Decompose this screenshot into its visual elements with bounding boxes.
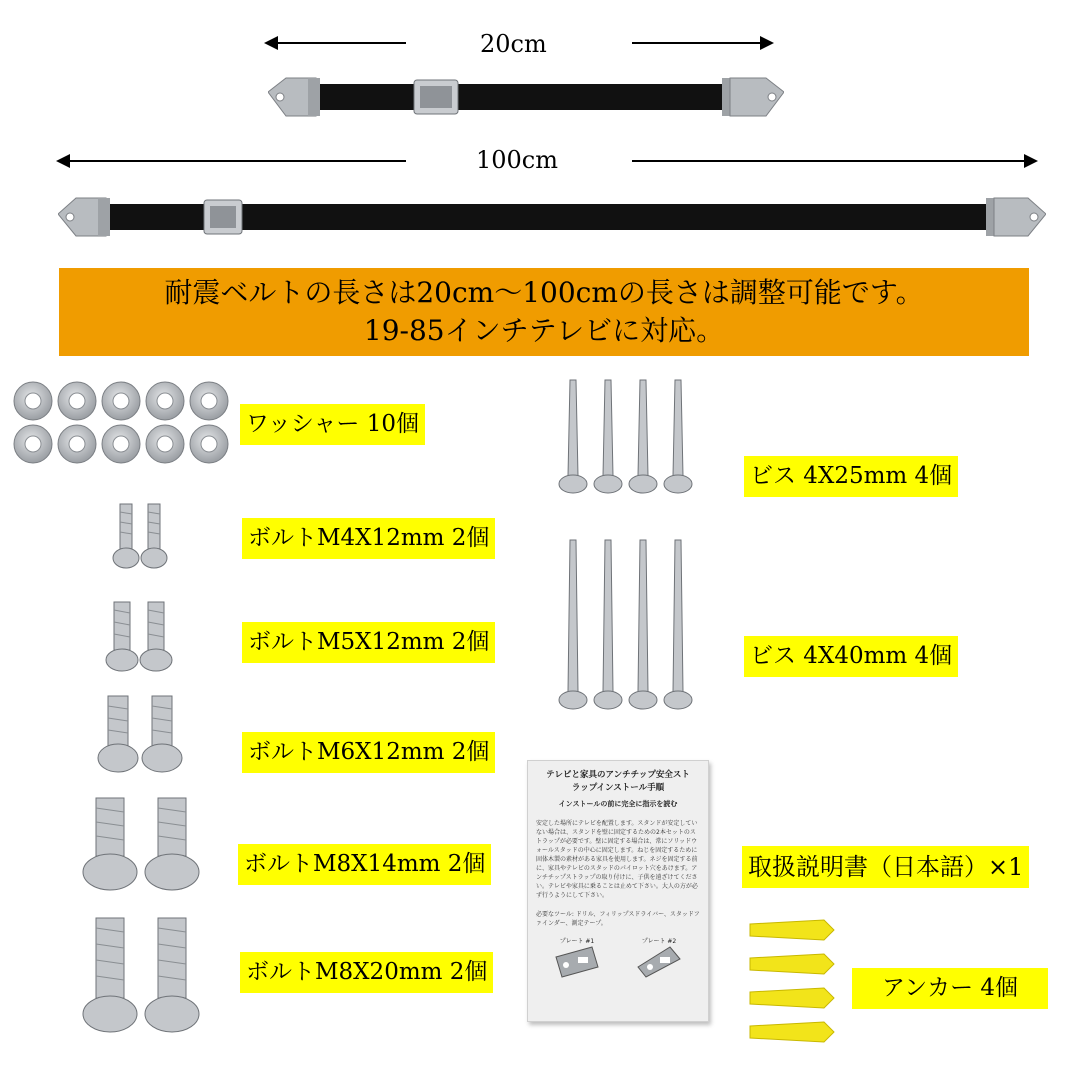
manual-label: 取扱説明書（日本語）×1 [742,846,1029,888]
plate-2-icon [634,945,684,979]
long-length-arrow-right [632,160,1036,162]
bolt-m5-image [104,600,180,674]
banner-line-2: 19-85インチテレビに対応。 [363,314,725,347]
booklet-title-1: テレビと家具のアンチチップ安全スト [546,770,690,780]
washers-image [10,380,238,466]
bolt-m8-14-label: ボルトM8X14mm 2個 [238,844,491,885]
bolt-m5-label: ボルトM5X12mm 2個 [242,622,495,663]
bolt-m8-20-label: ボルトM8X20mm 2個 [240,952,493,993]
anchors-image [744,916,840,1052]
short-length-arrow-right [632,42,772,44]
long-length-label: 100cm [476,146,559,174]
bolt-m6-label: ボルトM6X12mm 2個 [242,732,495,773]
plate-1-icon [552,945,602,979]
short-strap-image [268,70,784,130]
booklet-plate-1-label: プレート #1 [559,938,595,945]
booklet-paragraph: 安定した場所にテレビを配置します。スタンドが安定していない場合は、スタンドを壁に固定するための2本セットのストラップが必要です。壁に固定する場合は、常にソリッドウォールスタッドの中心に固定します。ねじを固定するために固体木製の素材がある家具を使用します。ネジを固定する前に、家具やテレビのスタッドのパイロット穴をあけます。アンチチップストラップの取り付けに、子供を遠ざけてください。テレビや家具に乗ることは止めて下さい。大人の方が必ず行うようにして下さい。 [536,820,698,899]
bolt-m4-image [110,502,172,572]
bolt-m8-20-image [80,914,204,1036]
bolt-m8-14-image [82,794,202,894]
short-length-label: 20cm [480,30,547,58]
washer-label: ワッシャー 10個 [240,404,425,445]
booklet-title-2: ラップインストール手順 [571,783,665,793]
booklet-plate-2-label: プレート #2 [641,938,677,945]
anchor-label: アンカー 4個 [852,968,1048,1009]
long-length-arrow-left [58,160,406,162]
screw-25-label: ビス 4X25mm 4個 [744,456,958,497]
booklet-tools: 必要なツール: ドリル、フィリップスドライバー、スタッドファインダー、測定テープ。 [536,911,700,927]
bolt-m4-label: ボルトM4X12mm 2個 [242,518,495,559]
adjustable-length-banner [59,268,1029,356]
banner-line-1: 耐震ベルトの長さは20cm～100cmの長さは調整可能です。 [164,276,924,309]
screw-40-label: ビス 4X40mm 4個 [744,636,958,677]
screw-25-image [552,376,702,498]
booklet-subtitle: インストールの前に完全に指示を読む [558,800,678,808]
bolt-m6-image [96,694,192,776]
short-length-arrow-left [266,42,406,44]
long-strap-image [58,192,1046,248]
screw-40-image [552,536,702,716]
instruction-manual-image [527,760,709,1022]
